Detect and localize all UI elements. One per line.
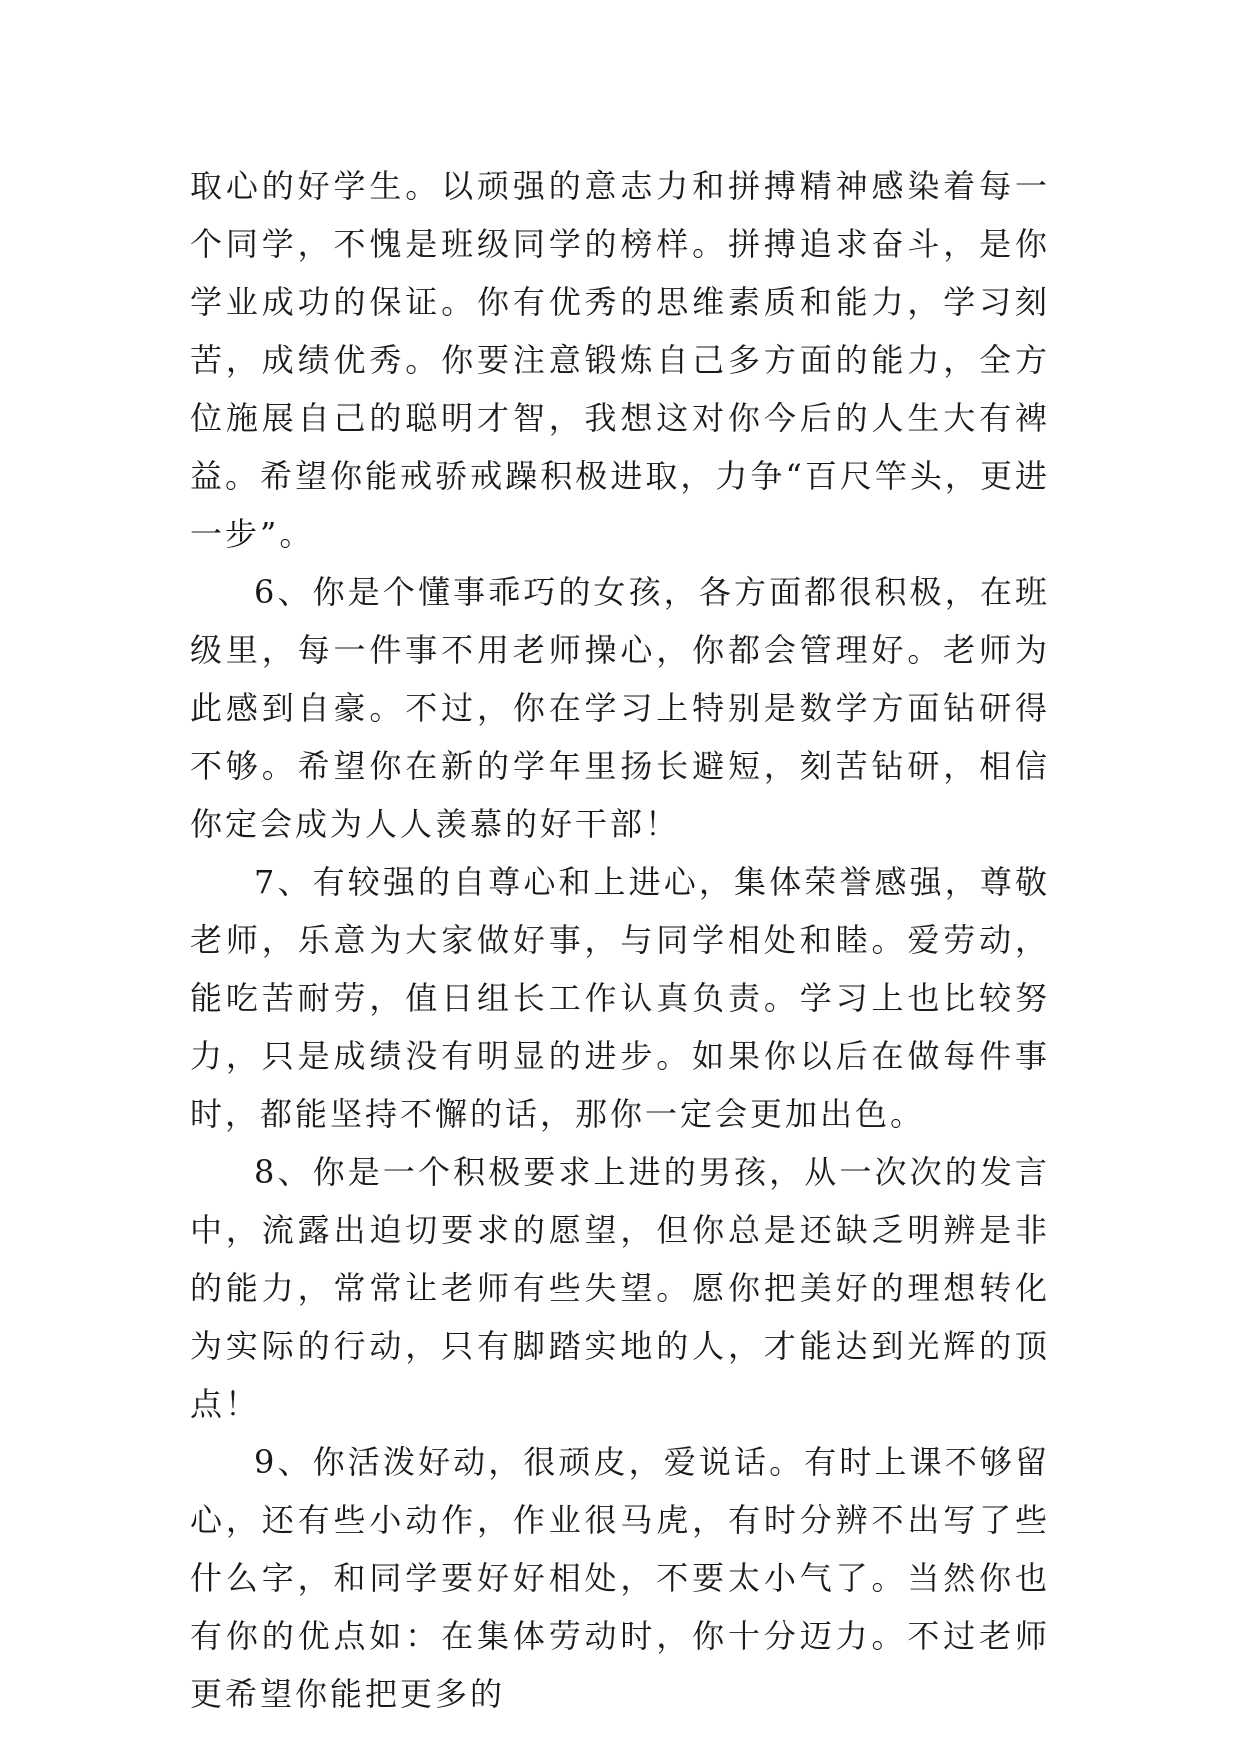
paragraph-continuation: 取心的好学生。以顽强的意志力和拼搏精神感染着每一个同学，不愧是班级同学的榜样。拼搏追求奋斗，是你学业成功的保证。你有优秀的思维素质和能力，学习刻苦，成绩优秀。你要注意锻炼自己多方面的能力，全方位施展自己的聪明才智，我想这对你今后的人生大有裨益。希望你能戒骄戒躁积极进取，力争“百尺竿头，更进一步”。 bbox=[190, 167, 1050, 553]
paragraph-6: 6、你是个懂事乖巧的女孩，各方面都很积极，在班级里，每一件事不用老师操心，你都会管理好。老师为此感到自豪。不过，你在学习上特别是数学方面钻研得不够。希望你在新的学年里扬长避短，刻苦钻研，相信你定会成为人人羡慕的好干部！ bbox=[190, 573, 1050, 843]
document-body bbox=[190, 157, 1050, 1723]
paragraph-9: 9、你活泼好动，很顽皮，爱说话。有时上课不够留心，还有些小动作，作业很马虎，有时分辨不出写了些什么字，和同学要好好相处，不要太小气了。当然你也有你的优点如：在集体劳动时，你十分迈力。不过老师更希望你能把更多的 bbox=[190, 1443, 1050, 1713]
paragraph-7: 7、有较强的自尊心和上进心，集体荣誉感强，尊敬老师，乐意为大家做好事，与同学相处和睦。爱劳动，能吃苦耐劳，值日组长工作认真负责。学习上也比较努力，只是成绩没有明显的进步。如果你以后在做每件事时，都能坚持不懈的话，那你一定会更加出色。 bbox=[190, 863, 1050, 1133]
paragraph-8: 8、你是一个积极要求上进的男孩，从一次次的发言中，流露出迫切要求的愿望，但你总是还缺乏明辨是非的能力，常常让老师有些失望。愿你把美好的理想转化为实际的行动，只有脚踏实地的人，才能达到光辉的顶点！ bbox=[190, 1153, 1050, 1423]
